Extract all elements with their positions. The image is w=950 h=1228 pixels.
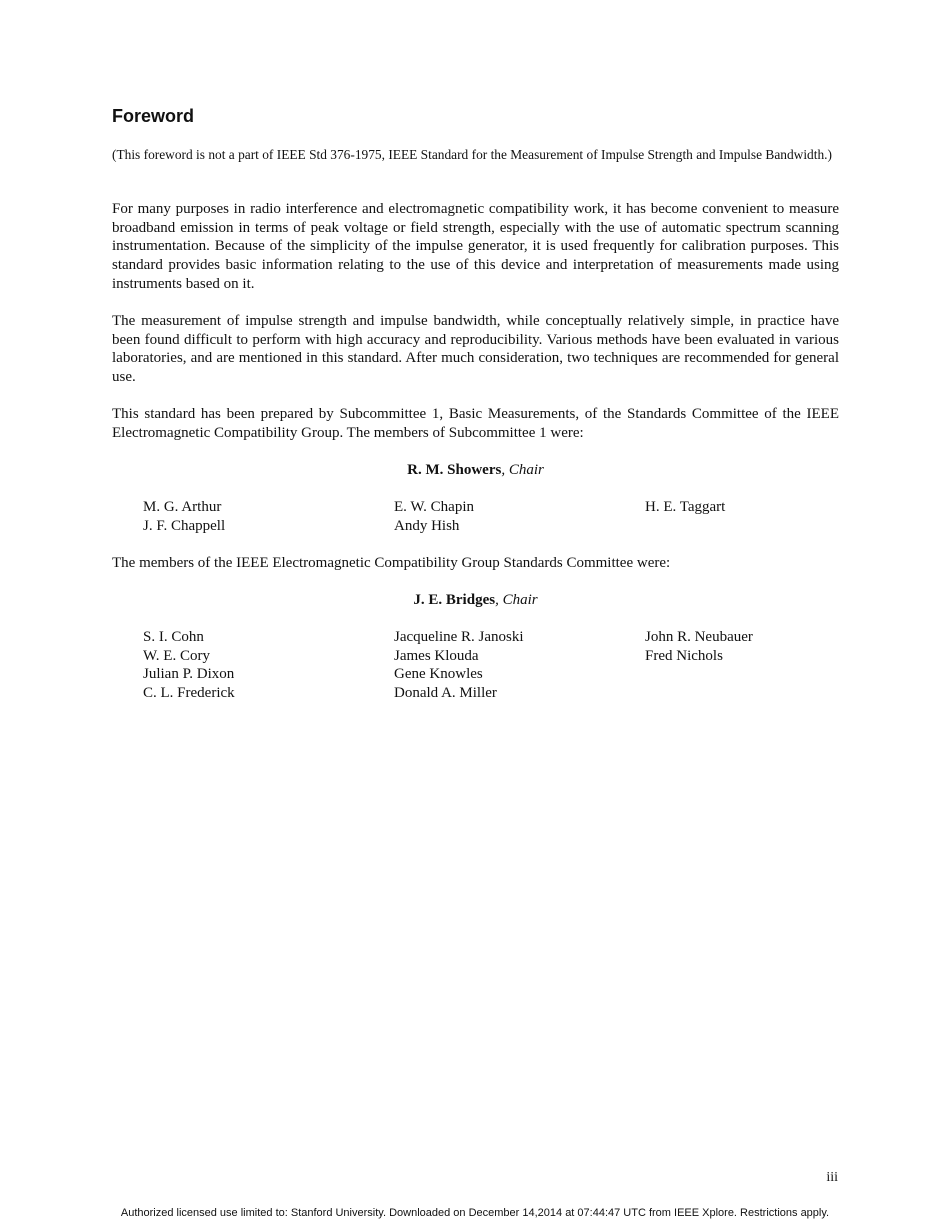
page-number: iii <box>826 1170 838 1185</box>
member-name: John R. Neubauer <box>645 629 753 645</box>
member-name <box>645 665 839 684</box>
member-name: Gene Knowles <box>394 666 483 683</box>
paragraph-3: This standard has been prepared by Subcommittee 1, Basic Measurements, of the Standards Committee of the IEEE Electromagnetic Compatibility Group. The members of Subcommittee 1 were: <box>112 406 839 441</box>
member-name: Julian P. Dixon <box>143 666 235 683</box>
subcommittee-chair-title: , Chair <box>501 462 544 478</box>
member-name: Fred Nichols <box>645 647 723 664</box>
member-name: Andy Hish <box>394 517 460 534</box>
committee-chair-title: , Chair <box>495 592 538 608</box>
member-name: M. G. Arthur <box>143 499 222 515</box>
subcommittee-chair <box>112 461 839 480</box>
member-name: Jacqueline R. Janoski <box>394 629 524 645</box>
member-name: H. E. Taggart <box>645 499 726 515</box>
member-name: W. E. Cory <box>143 647 210 664</box>
foreword-note: (This foreword is not a part of IEEE Std 376-1975, IEEE Standard for the Measurement of Impulse Strength and Impulse Bandwidth.) <box>112 147 832 162</box>
member-name: C. L. Frederick <box>143 685 235 702</box>
paragraph-1: For many purposes in radio interference and electromagnetic compatibility work, it has become convenient to measure broadband emission in terms of peak voltage or field strength, especially with the use of automatic spectrum scanning instrumentation. Because of the simplicity of the impulse generator, it is used frequently for calibration purposes. This standard provides basic information relating to the use of this device and interpretation of measurements made using instruments based on it. <box>112 201 839 292</box>
member-name: S. I. Cohn <box>143 629 204 645</box>
member-name <box>645 684 839 703</box>
paragraph-2: The measurement of impulse strength and impulse bandwidth, while conceptually relatively simple, in practice have been found difficult to perform with high accuracy and reproducibility. Various methods have been evaluated in various laboratories, and are mentioned in this standard. After much consideration, two techniques are recommended for general use. <box>112 313 839 386</box>
member-name: E. W. Chapin <box>394 499 475 515</box>
member-name: J. F. Chappell <box>143 517 226 534</box>
committee-member-list <box>143 628 839 703</box>
member-name: James Klouda <box>394 647 479 664</box>
page-title: Foreword <box>112 106 195 126</box>
subcommittee-member-list <box>143 498 839 535</box>
member-name: Donald A. Miller <box>394 685 497 702</box>
committee-chair <box>112 591 839 610</box>
committee-intro: The members of the IEEE Electromagnetic Compatibility Group Standards Committee were: <box>112 555 671 571</box>
subcommittee-chair-name: R. M. Showers <box>407 462 502 478</box>
committee-chair-name: J. E. Bridges <box>413 592 496 608</box>
license-footer: Authorized licensed use limited to: Stanford University. Downloaded on December 14,2014 at 07:44:47 UTC from IEEE Xplore. Restrictions apply. <box>120 1207 830 1219</box>
